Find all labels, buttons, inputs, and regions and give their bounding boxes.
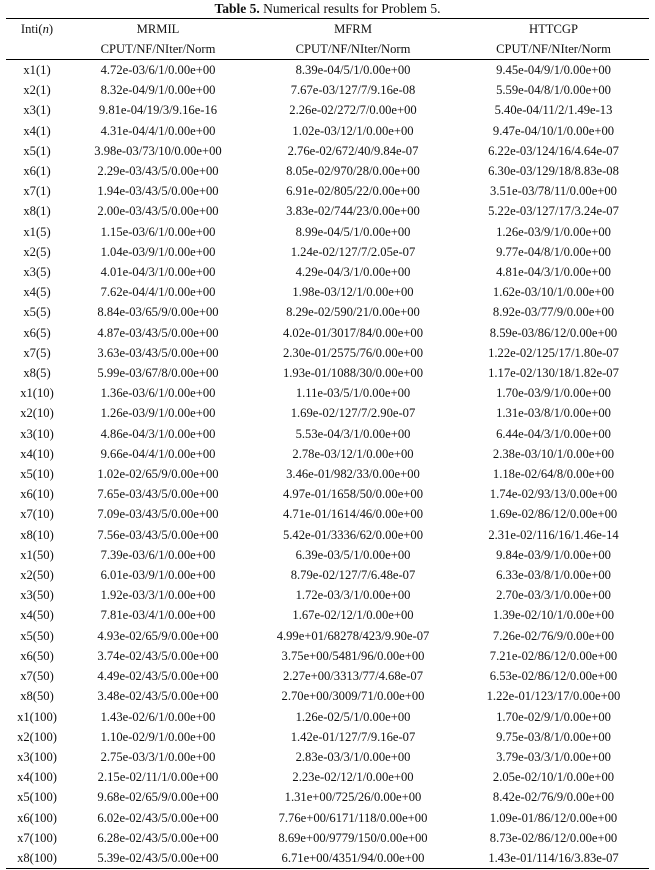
cell-mrmil: 5.99e-03/67/8/0.00e+00	[97, 366, 219, 381]
table-row	[6, 222, 649, 242]
row-label: x4(10)	[20, 446, 54, 461]
cell-mfrm: 6.71e+00/4351/94/0.00e+00	[248, 848, 458, 869]
cell-httcgp: 4.81e-04/3/1/0.00e+00	[496, 265, 611, 280]
cell-mrmil: 9.68e-02/65/9/0.00e+00	[97, 790, 219, 805]
cell-httcgp: 1.43e-01/114/16/3.83e-07	[458, 848, 649, 869]
cell-httcgp: 8.73e-02/86/12/0.00e+00	[489, 830, 618, 845]
cell-httcgp: 1.22e-01/123/17/0.00e+00	[486, 689, 621, 704]
cell-mrmil: 1.02e-02/65/9/0.00e+00	[97, 467, 219, 482]
cell-mrmil: 7.39e-03/6/1/0.00e+00	[100, 547, 216, 562]
row-label: x8(50)	[20, 689, 54, 704]
cell-httcgp: 1.69e-02/86/12/0.00e+00	[489, 507, 618, 522]
cell-mfrm: 5.42e-01/3336/62/0.00e+00	[282, 527, 424, 542]
table-body	[6, 60, 649, 869]
cell-mfrm: 1.98e-03/12/1/0.00e+00	[292, 285, 414, 300]
cell-httcgp: 7.26e-02/76/9/0.00e+00	[492, 628, 615, 643]
cell-mrmil: 3.98e-03/73/10/0.00e+00	[94, 143, 222, 158]
table-row	[6, 828, 649, 848]
cell-mrmil: 4.49e-02/43/5/0.00e+00	[97, 669, 219, 684]
row-label: x7(50)	[20, 669, 54, 684]
cell-mfrm: 2.23e-02/12/1/0.00e+00	[292, 770, 414, 785]
row-label: x5(5)	[23, 305, 51, 320]
cell-httcgp: 3.79e-03/3/1/0.00e+00	[496, 749, 611, 764]
cell-mfrm: 8.39e-04/5/1/0.00e+00	[295, 63, 411, 77]
table-row	[6, 60, 649, 81]
cell-httcgp: 9.47e-04/10/1/0.00e+00	[492, 123, 615, 138]
cell-mrmil: 1.04e-03/9/1/0.00e+00	[100, 244, 216, 259]
cell-mrmil: 3.63e-03/43/5/0.00e+00	[97, 345, 219, 360]
table-row	[6, 727, 649, 747]
cell-mfrm: 8.05e-02/970/28/0.00e+00	[286, 164, 420, 179]
cell-mrmil: 8.84e-03/65/9/0.00e+00	[97, 305, 219, 320]
row-label: x2(10)	[20, 406, 54, 421]
cell-httcgp: 9.84e-03/9/1/0.00e+00	[496, 547, 611, 562]
cell-mrmil: 2.29e-03/43/5/0.00e+00	[97, 164, 219, 179]
cell-mfrm: 4.02e-01/3017/84/0.00e+00	[282, 325, 424, 340]
row-label: x3(10)	[20, 426, 54, 441]
header-init-suffix: )	[48, 22, 54, 36]
cell-mrmil: 4.31e-04/4/1/0.00e+00	[100, 123, 216, 138]
cell-httcgp: 9.75e-03/8/1/0.00e+00	[496, 729, 611, 744]
cell-httcgp: 5.59e-04/8/1/0.00e+00	[496, 83, 611, 98]
cell-httcgp: 1.31e-03/8/1/0.00e+00	[496, 406, 611, 421]
row-label: x7(5)	[23, 345, 51, 360]
table-row	[6, 787, 649, 807]
cell-mrmil: 7.09e-03/43/5/0.00e+00	[97, 507, 219, 522]
row-label: x8(10)	[20, 527, 54, 542]
cell-mrmil: 2.75e-03/3/1/0.00e+00	[100, 749, 216, 764]
cell-mfrm: 3.75e+00/5481/96/0.00e+00	[281, 648, 425, 663]
cell-mrmil: 9.81e-04/19/3/9.16e-16	[98, 103, 218, 118]
header-row-methods	[6, 19, 649, 40]
cell-mrmil: 3.74e-02/43/5/0.00e+00	[97, 648, 219, 663]
row-label: x1(5)	[23, 224, 51, 239]
cell-mfrm: 2.78e-03/12/1/0.00e+00	[292, 446, 414, 461]
cell-mrmil: 1.10e-02/9/1/0.00e+00	[100, 729, 216, 744]
cell-mrmil: 7.62e-04/4/1/0.00e+00	[100, 285, 216, 300]
cell-mrmil: 3.48e-02/43/5/0.00e+00	[97, 689, 219, 704]
cell-httcgp: 1.26e-03/9/1/0.00e+00	[496, 224, 611, 239]
row-label: x3(50)	[20, 588, 54, 603]
cell-mfrm: 2.76e-02/672/40/9.84e-07	[287, 143, 419, 158]
table-row	[6, 484, 649, 504]
cell-mrmil: 7.65e-03/43/5/0.00e+00	[97, 487, 219, 502]
table-row	[6, 585, 649, 605]
cell-mrmil: 6.28e-02/43/5/0.00e+00	[97, 830, 219, 845]
table-row	[6, 767, 649, 787]
cell-httcgp: 6.33e-03/8/1/0.00e+00	[496, 568, 611, 583]
row-label: x4(50)	[20, 608, 54, 623]
table-row	[6, 747, 649, 767]
cell-mfrm: 1.31e+00/725/26/0.00e+00	[284, 790, 422, 805]
table-row	[6, 302, 649, 322]
cell-httcgp: 3.51e-03/78/11/0.00e+00	[490, 184, 617, 199]
table-row	[6, 504, 649, 524]
cell-mrmil: 1.92e-03/3/1/0.00e+00	[100, 588, 216, 603]
cell-mfrm: 5.53e-04/3/1/0.00e+00	[295, 426, 411, 441]
cell-httcgp: 8.92e-03/77/9/0.00e+00	[492, 305, 615, 320]
cell-httcgp: 6.44e-04/3/1/0.00e+00	[496, 426, 611, 441]
row-label: x1(100)	[17, 709, 57, 724]
cell-httcgp: 9.45e-04/9/1/0.00e+00	[496, 63, 611, 77]
cell-mfrm: 7.67e-03/127/7/9.16e-08	[290, 83, 416, 98]
header-metric-httcgp: CPUT/NF/NIter/Norm	[458, 39, 649, 60]
cell-mrmil: 6.02e-02/43/5/0.00e+00	[97, 810, 219, 825]
header-metric-mrmil: CPUT/NF/NIter/Norm	[68, 39, 248, 60]
row-label: x6(10)	[20, 487, 54, 502]
table-row	[6, 808, 649, 828]
cell-mrmil: 9.66e-04/4/1/0.00e+00	[100, 446, 216, 461]
table-row	[6, 121, 649, 141]
cell-mrmil: 6.01e-03/9/1/0.00e+00	[100, 568, 216, 583]
cell-mfrm: 2.27e+00/3313/77/4.68e-07	[282, 669, 424, 684]
cell-mfrm: 6.39e-03/5/1/0.00e+00	[295, 547, 411, 562]
table-row	[6, 707, 649, 727]
table-row	[6, 181, 649, 201]
cell-mfrm: 4.97e-01/1658/50/0.00e+00	[282, 487, 424, 502]
row-label: x3(100)	[17, 749, 57, 764]
table-row	[6, 545, 649, 565]
table-row	[6, 565, 649, 585]
table-row	[6, 605, 649, 625]
table-row	[6, 525, 649, 545]
row-label: x2(100)	[17, 729, 57, 744]
cell-httcgp: 2.70e-03/3/1/0.00e+00	[496, 588, 611, 603]
cell-mfrm: 1.26e-02/5/1/0.00e+00	[295, 709, 411, 724]
header-method-mfrm: MFRM	[248, 19, 458, 40]
row-label: x2(1)	[23, 83, 51, 98]
cell-httcgp: 1.70e-03/9/1/0.00e+00	[496, 386, 611, 401]
row-label: x7(10)	[20, 507, 54, 522]
header-init-var: n	[42, 22, 49, 36]
row-label: x2(5)	[23, 244, 51, 259]
row-label: x1(50)	[20, 547, 54, 562]
cell-mrmil: 4.93e-02/65/9/0.00e+00	[97, 628, 219, 643]
cell-mfrm: 4.99e+01/68278/423/9.90e-07	[276, 628, 430, 643]
table-row	[6, 343, 649, 363]
cell-mrmil: 4.01e-04/3/1/0.00e+00	[100, 265, 216, 280]
cell-mrmil: 8.32e-04/9/1/0.00e+00	[100, 83, 216, 98]
cell-mfrm: 1.11e-03/5/1/0.00e+00	[295, 386, 411, 401]
cell-mrmil: 2.00e-03/43/5/0.00e+00	[97, 204, 219, 219]
header-method-httcgp: HTTCGP	[458, 19, 649, 40]
cell-mrmil: 4.86e-04/3/1/0.00e+00	[100, 426, 216, 441]
row-label: x7(100)	[17, 830, 57, 845]
table-row	[6, 242, 649, 262]
cell-httcgp: 7.21e-02/86/12/0.00e+00	[489, 648, 618, 663]
table-row	[6, 403, 649, 423]
cell-mfrm: 8.29e-02/590/21/0.00e+00	[286, 305, 420, 320]
table-header	[6, 19, 649, 60]
row-label: x1(1)	[23, 63, 51, 77]
table-label: Table 5.	[214, 1, 260, 16]
row-label: x1(10)	[20, 386, 54, 401]
row-label: x7(1)	[23, 184, 51, 199]
header-init-point	[6, 19, 68, 40]
cell-mrmil: 1.26e-03/9/1/0.00e+00	[100, 406, 216, 421]
cell-mfrm: 3.46e-01/982/33/0.00e+00	[286, 467, 420, 482]
cell-mfrm: 8.99e-04/5/1/0.00e+00	[295, 224, 411, 239]
cell-httcgp: 2.05e-02/10/1/0.00e+00	[492, 770, 615, 785]
table-caption	[0, 1, 655, 18]
cell-mfrm: 1.93e-01/1088/30/0.00e+00	[282, 366, 424, 381]
cell-httcgp: 1.70e-02/9/1/0.00e+00	[496, 709, 611, 724]
row-label: x5(50)	[20, 628, 54, 643]
row-label: x5(1)	[23, 143, 51, 158]
row-label: x4(1)	[23, 123, 51, 138]
cell-httcgp: 1.22e-02/125/17/1.80e-07	[488, 345, 619, 360]
header-row-metrics	[6, 39, 649, 60]
cell-mfrm: 4.29e-04/3/1/0.00e+00	[295, 265, 411, 280]
cell-mrmil: 7.81e-03/4/1/0.00e+00	[100, 608, 216, 623]
table-row	[6, 363, 649, 383]
cell-httcgp: 8.42e-02/76/9/0.00e+00	[492, 790, 615, 805]
cell-mfrm: 7.76e+00/6171/118/0.00e+00	[278, 810, 428, 825]
table-row	[6, 383, 649, 403]
row-label: x5(100)	[17, 790, 57, 805]
cell-httcgp: 5.22e-03/127/17/3.24e-07	[488, 204, 619, 219]
header-empty-cell	[6, 39, 68, 60]
cell-mfrm: 2.26e-02/272/7/0.00e+00	[289, 103, 417, 118]
table-caption-text: Numerical results for Problem 5.	[263, 1, 441, 16]
cell-mfrm: 2.70e+00/3009/71/0.00e+00	[281, 689, 425, 704]
cell-mfrm: 8.79e-02/127/7/6.48e-07	[290, 568, 416, 583]
cell-httcgp: 1.17e-02/130/18/1.82e-07	[488, 366, 619, 381]
table-row	[6, 444, 649, 464]
cell-mrmil: 1.94e-03/43/5/0.00e+00	[97, 184, 219, 199]
cell-httcgp: 2.31e-02/116/16/1.46e-14	[488, 527, 619, 542]
cell-mrmil: 1.15e-03/6/1/0.00e+00	[100, 224, 216, 239]
row-label: x4(5)	[23, 285, 51, 300]
cell-mrmil: 2.15e-02/11/1/0.00e+00	[97, 770, 219, 785]
row-label: x8(100)	[6, 848, 68, 869]
table-row	[6, 141, 649, 161]
cell-mfrm: 1.02e-03/12/1/0.00e+00	[292, 123, 414, 138]
cell-httcgp: 6.53e-02/86/12/0.00e+00	[489, 669, 618, 684]
table-row	[6, 323, 649, 343]
row-label: x3(5)	[23, 265, 51, 280]
cell-httcgp: 8.59e-03/86/12/0.00e+00	[489, 325, 618, 340]
cell-mrmil: 1.43e-02/6/1/0.00e+00	[100, 709, 216, 724]
table-row	[6, 80, 649, 100]
table-row	[6, 161, 649, 181]
row-label: x6(50)	[20, 648, 54, 663]
row-label: x6(1)	[23, 164, 51, 179]
header-method-mrmil: MRMIL	[68, 19, 248, 40]
row-label: x8(5)	[23, 366, 51, 381]
table-row	[6, 666, 649, 686]
header-metric-mfrm: CPUT/NF/NIter/Norm	[248, 39, 458, 60]
cell-mfrm: 1.67e-02/12/1/0.00e+00	[292, 608, 414, 623]
row-label: x8(1)	[23, 204, 51, 219]
cell-mrmil: 4.87e-03/43/5/0.00e+00	[97, 325, 219, 340]
cell-httcgp: 1.39e-02/10/1/0.00e+00	[492, 608, 615, 623]
cell-httcgp: 6.30e-03/129/18/8.83e-08	[488, 164, 619, 179]
cell-httcgp: 2.38e-03/10/1/0.00e+00	[492, 446, 615, 461]
cell-httcgp: 6.22e-03/124/16/4.64e-07	[488, 143, 619, 158]
cell-mrmil: 4.72e-03/6/1/0.00e+00	[100, 63, 216, 77]
table-row	[6, 201, 649, 221]
cell-mfrm: 2.30e-01/2575/76/0.00e+00	[282, 345, 424, 360]
cell-mfrm: 1.72e-03/3/1/0.00e+00	[295, 588, 411, 603]
table-row	[6, 646, 649, 666]
row-label: x6(100)	[17, 810, 57, 825]
cell-httcgp: 1.18e-02/64/8/0.00e+00	[492, 467, 615, 482]
cell-mfrm: 4.71e-01/1614/46/0.00e+00	[282, 507, 424, 522]
table-row	[6, 262, 649, 282]
table-row	[6, 282, 649, 302]
cell-mrmil: 1.36e-03/6/1/0.00e+00	[100, 386, 216, 401]
cell-mfrm: 2.83e-03/3/1/0.00e+00	[295, 749, 411, 764]
cell-httcgp: 1.74e-02/93/13/0.00e+00	[489, 487, 618, 502]
table-row	[6, 100, 649, 120]
cell-mfrm: 6.91e-02/805/22/0.00e+00	[286, 184, 420, 199]
header-init-prefix: Inti(	[20, 22, 43, 36]
row-label: x2(50)	[20, 568, 54, 583]
cell-mrmil: 5.39e-02/43/5/0.00e+00	[68, 848, 248, 869]
cell-mfrm: 1.24e-02/127/7/2.05e-07	[290, 244, 416, 259]
cell-httcgp: 1.62e-03/10/1/0.00e+00	[492, 285, 615, 300]
cell-httcgp: 1.09e-01/86/12/0.00e+00	[489, 810, 618, 825]
cell-mfrm: 3.83e-02/744/23/0.00e+00	[286, 204, 420, 219]
row-label: x3(1)	[23, 103, 51, 118]
table-row	[6, 464, 649, 484]
row-label: x5(10)	[20, 467, 54, 482]
results-table	[6, 18, 649, 869]
table-row	[6, 848, 649, 869]
cell-mfrm: 1.69e-02/127/7/2.90e-07	[290, 406, 416, 421]
table-row	[6, 626, 649, 646]
table-row	[6, 424, 649, 444]
row-label: x6(5)	[23, 325, 51, 340]
cell-mrmil: 7.56e-03/43/5/0.00e+00	[97, 527, 219, 542]
table-row	[6, 686, 649, 706]
cell-mfrm: 8.69e+00/9779/150/0.00e+00	[278, 830, 428, 845]
row-label: x4(100)	[17, 770, 57, 785]
cell-httcgp: 5.40e-04/11/2/1.49e-13	[494, 103, 613, 118]
cell-httcgp: 9.77e-04/8/1/0.00e+00	[496, 244, 611, 259]
cell-mfrm: 1.42e-01/127/7/9.16e-07	[290, 729, 416, 744]
